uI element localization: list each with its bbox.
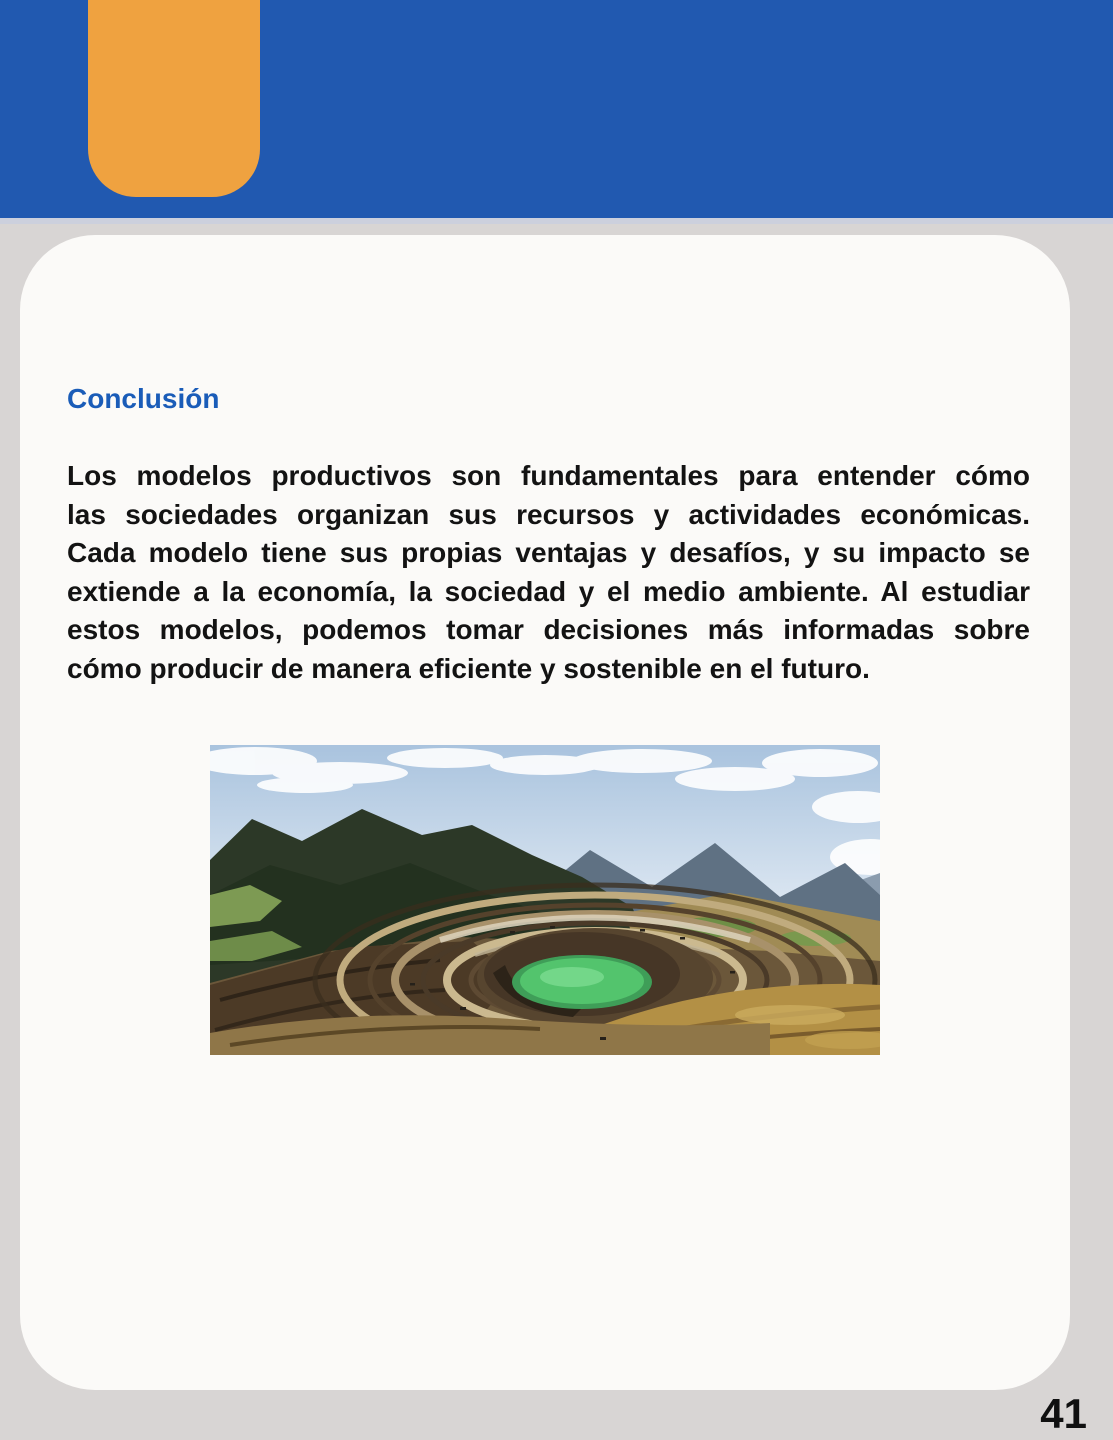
paragraph-line: cómo producir de manera eficiente y sostenible en el futuro. bbox=[67, 652, 870, 684]
page-number: 41 bbox=[1040, 1390, 1087, 1437]
paragraph-line: estos modelos, podemos tomar decisiones más informadas sobre bbox=[67, 614, 1030, 645]
orange-tab bbox=[88, 0, 260, 197]
paragraph-line: las sociedades organizan sus recursos y actividades económicas. bbox=[67, 498, 1030, 530]
paragraph-line: Los modelos productivos son fundamentales para entender cómo bbox=[67, 460, 1030, 491]
header-divider bbox=[0, 218, 1113, 224]
section-heading: Conclusión bbox=[67, 383, 220, 414]
conclusion-paragraph bbox=[67, 457, 1030, 688]
paragraph-line: Cada modelo tiene sus propias ventajas y desafíos, y su impacto se bbox=[67, 537, 1030, 568]
paragraph-line: extiende a la economía, la sociedad y el medio ambiente. Al estudiar bbox=[67, 575, 1030, 607]
content-card bbox=[20, 235, 1070, 1390]
mine-photo bbox=[210, 745, 880, 1055]
header-band bbox=[0, 0, 1113, 218]
mine-photo-illustration bbox=[210, 745, 880, 1055]
